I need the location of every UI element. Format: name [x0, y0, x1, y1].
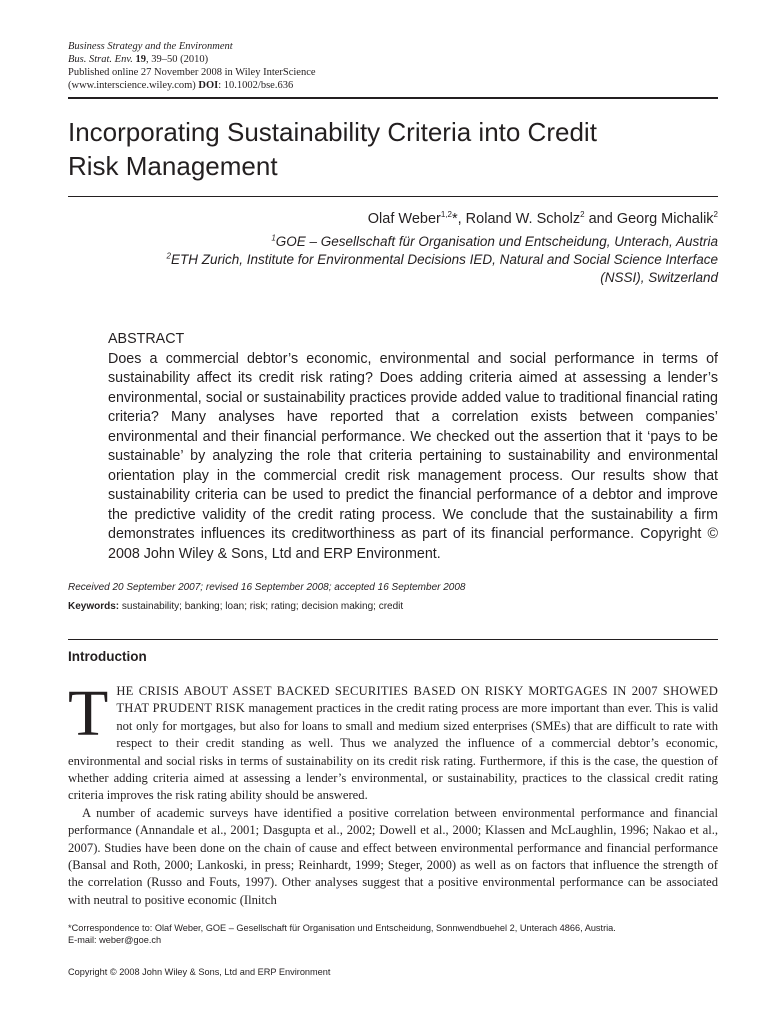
keywords-label: Keywords:	[68, 601, 120, 612]
affiliation-1: $^1$GOE – Gesellschaft für Organisation und Entscheidung, Unterach, Austria	[271, 233, 718, 249]
copyright-footer: Copyright © 2008 John Wiley & Sons, Ltd and ERP Environment	[68, 967, 331, 977]
abstract-text: Does a commercial debtor’s economic, environmental and social performance in terms of sustainability affect its credit risk rating? Does adding criteria aimed at assessing a lender’s environmental, social or sustainability practices provide added value to traditional financial rating criteria? Many analyses have reported that a correlation exists between companies’ environmental and their financial performance. We checked out the assertion that it ‘pays to be sustainable’ by analyzing the role that criteria pertaining to sustainability and environmental orientation play in the commercial credit risk management process. Our results show that sustainability criteria can be used to predict the financial performance of a debtor and improve the predictive validity of the credit rating process. We conclude that the sustainability a firm demonstrates influences its creditworthiness as part of its financial performance. Copyright © 2008 John Wiley & Sons, Ltd and ERP Environment.	[108, 350, 718, 562]
drop-cap: T	[68, 677, 109, 750]
publication-info: Published online 27 November 2008 in Wiley InterScience	[68, 67, 316, 78]
paragraph-1: THE CRISIS ABOUT ASSET BACKED SECURITIES BASED ON RISKY MORTGAGES IN 2007 SHOWED THAT PRUDENT RISK management practices in the credit rating process are more important than ever. This is valid not only for mortgages, but also for loans to small and medium sized enterprises (SMEs) that are difficult to rate with respect to their credit standing as well. Thus we analyzed the influence of a commercial debtor’s economic, environmental and social risks in terms of sustainability on its credit risk rating. Furthermore, if this is the case, the question of whether adding criteria aimed at assessing a lender’s environmental, or sustainability, practices to the classical credit rating criteria improves the risk rating ability should be answered.	[68, 677, 719, 803]
keywords-line	[68, 601, 718, 612]
affiliation-2: $^2$ETH Zurich, Institute for Environmental Decisions IED, Natural and Social Science Interface (NSSI), Switzerland	[166, 251, 718, 285]
abstract-heading: ABSTRACT	[108, 331, 185, 347]
header-rule	[68, 97, 718, 99]
journal-name: Business Strategy and the Environment	[68, 41, 233, 52]
doi-value[interactable]: : 10.1002/bse.636	[218, 80, 294, 91]
doi-label: DOI	[198, 80, 219, 91]
correspondence-email[interactable]: E-mail: weber@goe.ch	[68, 935, 162, 945]
journal-header	[68, 40, 718, 92]
journal-url[interactable]: (www.interscience.wiley.com)	[68, 80, 196, 91]
abstract-block	[108, 330, 718, 564]
doi-line	[68, 79, 718, 92]
correspondence-footnote: *Correspondence to: Olaf Weber, GOE – Gesellschaft für Organisation und Entscheidung, Sonnwendbuehel 2, Unterach 4866, Austria. E-mail: weber@goe.ch	[68, 922, 718, 946]
section-rule	[68, 639, 718, 640]
section-heading-introduction: Introduction	[68, 649, 147, 664]
title-rule	[68, 196, 718, 197]
received-dates: Received 20 September 2007; revised 16 September 2008; accepted 16 September 2008	[68, 582, 466, 593]
paragraph-2: A number of academic surveys have identified a positive correlation between environmental performance and financial performance (Annandale et al., 2001; Dasgupta et al., 2002; Dowell et al., 2000; Klassen and McLaughlin, 1996; Nakao et al., 2007). Studies have been done on the chain of cause and effect between environmental performance and financial performance (Bansal and Roth, 2000; Lankoski, in press; Reinhardt, 1999; Steger, 2000) as well as on factors that influence the strength of the correlation (Russo and Fouts, 1997). Other analyses suggest that a positive environmental performance can be associated with neutral to positive economic (Ilnitch	[68, 805, 718, 907]
author-list: Olaf Weber$^{1,2}$*, Roland W. Scholz$^2$ and Georg Michalik$^2$	[367, 210, 718, 227]
introduction-body	[68, 677, 719, 909]
journal-citation: Bus. Strat. Env. 19, 39–50 (2010)	[68, 54, 209, 65]
keywords-list: sustainability; banking; loan; risk; rating; decision making; credit	[119, 601, 404, 612]
paper-title: Incorporating Sustainability Criteria into Credit Risk Management	[68, 117, 597, 181]
lead-in-smallcaps: HE CRISIS ABOUT ASSET BACKED SECURITIES BASED ON RISKY MORTGAGES IN 2007 SHOWED THAT PRUDENT RISK	[116, 684, 718, 716]
